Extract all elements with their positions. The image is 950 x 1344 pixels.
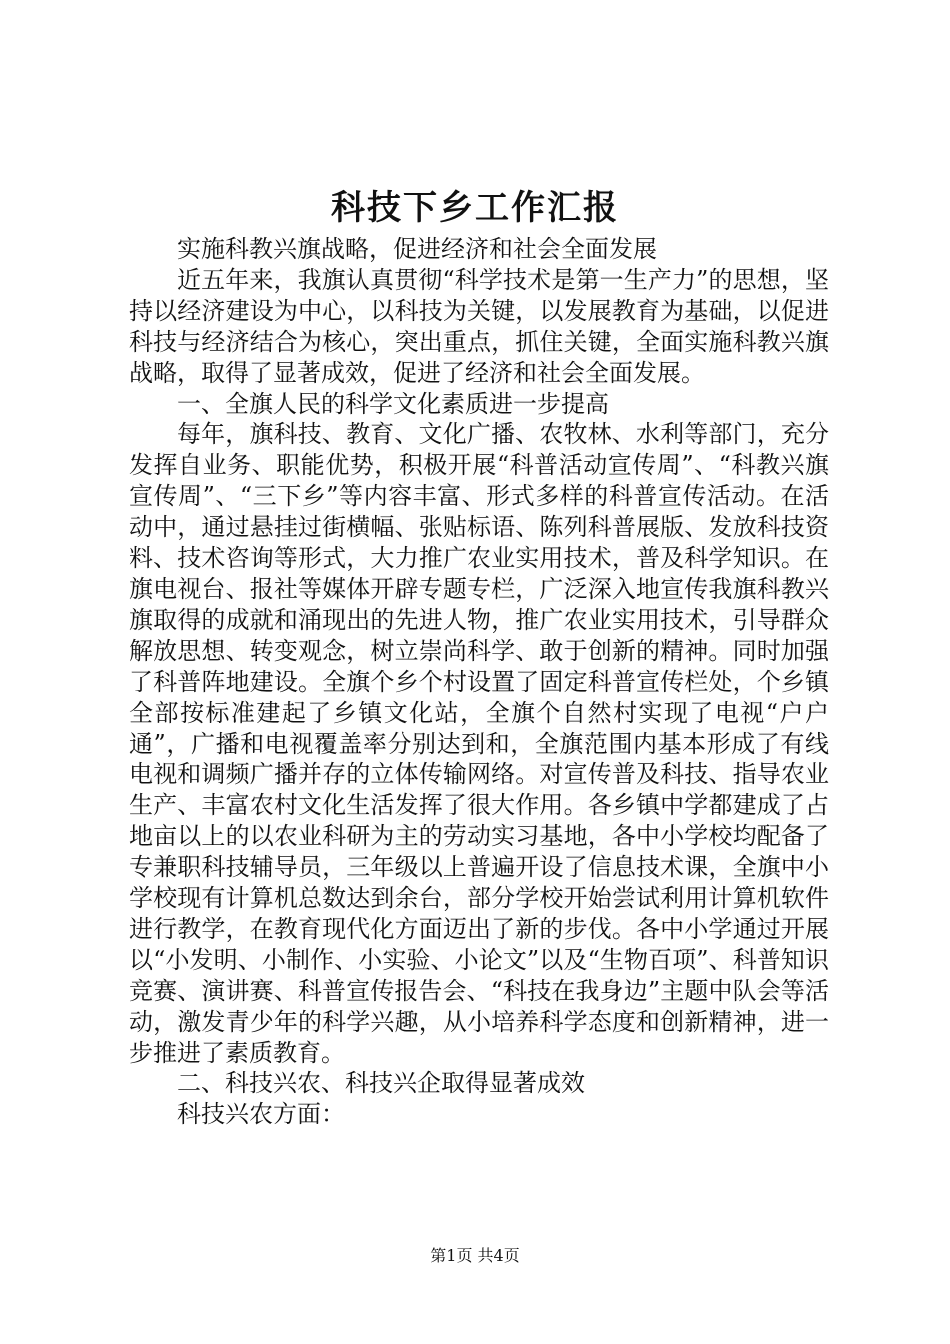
section-heading-1: 一、全旗人民的科学文化素质进一步提高 [177,389,609,418]
paragraph-section-1: 每年，旗科技、教育、文化广播、农牧林、水利等部门，充分发挥自业务、职能优势，积极开展“科普活动宣传周”、“科教兴旗宣传周”、“三下乡”等内容丰富、形式多样的科普宣传活动。在活动中，通过悬挂过街横幅、张贴标语、陈列科普展版、发放科技资料、技术咨询等形式，大力推广农业实用技术，普及科学知识。在旗电视台、报社等媒体开辟专题专栏，广泛深入地宣传我旗科教兴旗取得的成就和涌现出的先进人物，推广农业实用技术，引导群众解放思想、转变观念，树立崇尚科学、敢于创新的精神。同时加强了科普阵地建设。全旗个乡个村设置了固定科普宣传栏处，个乡镇全部按标准建起了乡镇文化站，全旗个自然村实现了电视“户户通”，广播和电视覆盖率分别达到和，全旗范围内基本形成了有线电视和调频广播并存的立体传输网络。对宣传普及科技、指导农业生产、丰富农村文化生活发挥了很大作用。各乡镇中学都建成了占地亩以上的以农业科研为主的劳动实习基地，各中小学校均配备了专兼职科技辅导员，三年级以上普遍开设了信息技术课，全旗中小学校现有计算机总数达到余台，部分学校开始尝试利用计算机软件进行教学，在教育现代化方面迈出了新的步伐。各中小学通过开展以“小发明、小制作、小实验、小论文”以及“生物百项”、科普知识竞赛、演讲赛、科普宣传报告会、“科技在我身边”主题中队会等活动，激发青少年的科学兴趣，从小培养科学态度和创新精神，进一步推进了素质教育。 [129,420,829,1067]
section-heading-2: 二、科技兴农、科技兴企取得显著成效 [177,1069,585,1098]
paragraph-intro: 近五年来，我旗认真贯彻“科学技术是第一生产力”的思想，坚持以经济建设为中心，以科技为关键，以发展教育为基础，以促进科技与经济结合为核心，突出重点，抓住关键，全面实施科教兴旗战略，取得了显著成效，促进了经济和社会全面发展。 [129,265,829,387]
page-footer: 第1页 共4页 [430,1246,520,1265]
paragraph-subtitle: 实施科教兴旗战略，促进经济和社会全面发展 [177,235,657,263]
paragraph-subheading: 科技兴农方面： [177,1100,345,1129]
document-body [129,234,829,1130]
document-title: 科技下乡工作汇报 [331,188,619,228]
